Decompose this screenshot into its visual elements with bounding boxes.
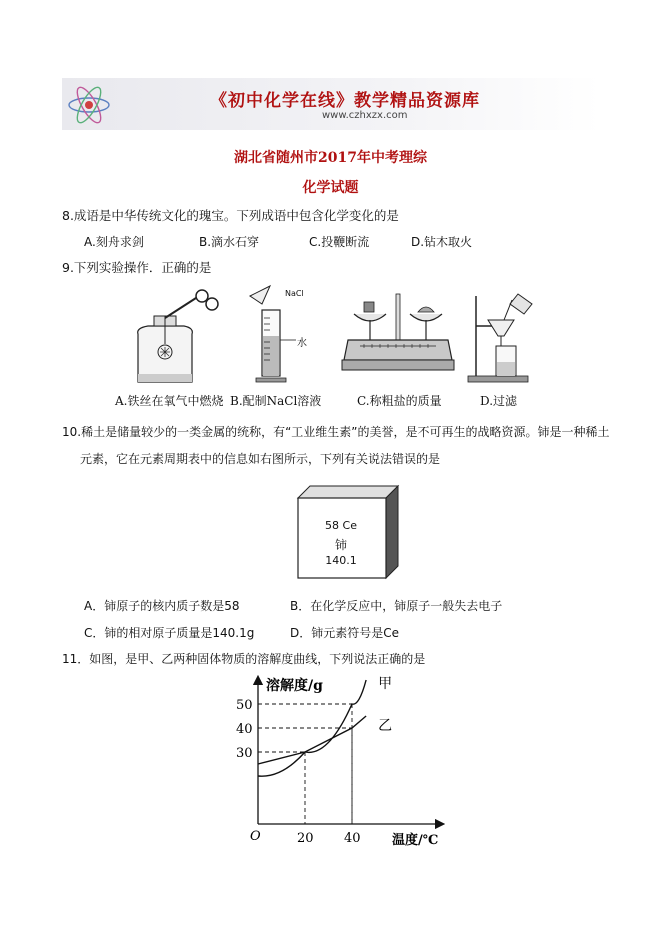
q8-option-d: D.钻木取火 [411, 235, 473, 249]
q10-option-b: B．在化学反应中，铈原子一般失去电子 [290, 599, 503, 613]
y-tick-label: 50 [236, 698, 253, 713]
solubility-graph [236, 672, 460, 854]
q10-stem-line1: 10.稀土是储量较少的一类金属的统称，有“工业维生素”的美誉，是不可再生的战略资源。铈是一种稀土 [62, 425, 610, 439]
solubility-curve-yi [258, 716, 366, 764]
banner-title: 《初中化学在线》教学精品资源库 [210, 91, 480, 111]
x-axis-label: 温度/℃ [392, 833, 439, 848]
q8-stem: 8.成语是中华传统文化的瑰宝。下列成语中包含化学变化的是 [62, 208, 399, 223]
y-tick-label: 30 [236, 746, 253, 761]
q8-option-c: C.投鞭断流 [309, 235, 370, 249]
series-label: 甲 [378, 676, 393, 692]
element-mass: 140.1 [325, 554, 357, 567]
x-tick-label: 40 [344, 831, 361, 846]
page-title: 湖北省随州市2017年中考理综 [234, 150, 427, 166]
water-label: 水 [297, 338, 307, 349]
y-tick-label: 40 [236, 722, 253, 737]
q9-caption-c: C.称粗盐的质量 [357, 394, 442, 408]
q10-option-c: C．铈的相对原子质量是140.1g [84, 626, 255, 640]
page-subtitle: 化学试题 [302, 180, 359, 196]
q10-stem-line2: 元素，它在元素周期表中的信息如右图所示，下列有关说法错误的是 [80, 452, 441, 466]
atom-logo-icon [66, 84, 112, 126]
element-name: 铈 [334, 538, 347, 552]
x-tick-label: 20 [297, 831, 314, 846]
q10-option-a: A．铈原子的核内质子数是58 [84, 599, 240, 613]
q9-caption-a: A.铁丝在氧气中燃烧 [115, 394, 224, 408]
banner-url: www.czhxzx.com [322, 110, 408, 121]
filtration-apparatus-icon [466, 286, 548, 386]
nacl-label: NaCl [285, 289, 304, 298]
iron-combustion-apparatus-icon [126, 286, 224, 386]
element-number-symbol: 58 Ce [325, 519, 357, 532]
graduated-cylinder-icon [240, 284, 320, 386]
q8-option-b: B.滴水石穿 [199, 235, 260, 249]
q11-stem: 11．如图，是甲、乙两种固体物质的溶解度曲线，下列说法正确的是 [62, 652, 426, 666]
q8-option-a: A.刻舟求剑 [84, 235, 144, 249]
series-label: 乙 [378, 718, 393, 734]
q9-caption-b: B.配制NaCl溶液 [230, 394, 322, 408]
origin-label: O [250, 829, 261, 844]
q10-option-d: D．铈元素符号是Ce [290, 626, 400, 640]
y-axis-label: 溶解度/g [266, 678, 323, 694]
q9-stem: 9.下列实验操作．正确的是 [62, 260, 212, 275]
q9-caption-d: D.过滤 [480, 394, 518, 408]
balance-scale-icon [340, 288, 456, 386]
